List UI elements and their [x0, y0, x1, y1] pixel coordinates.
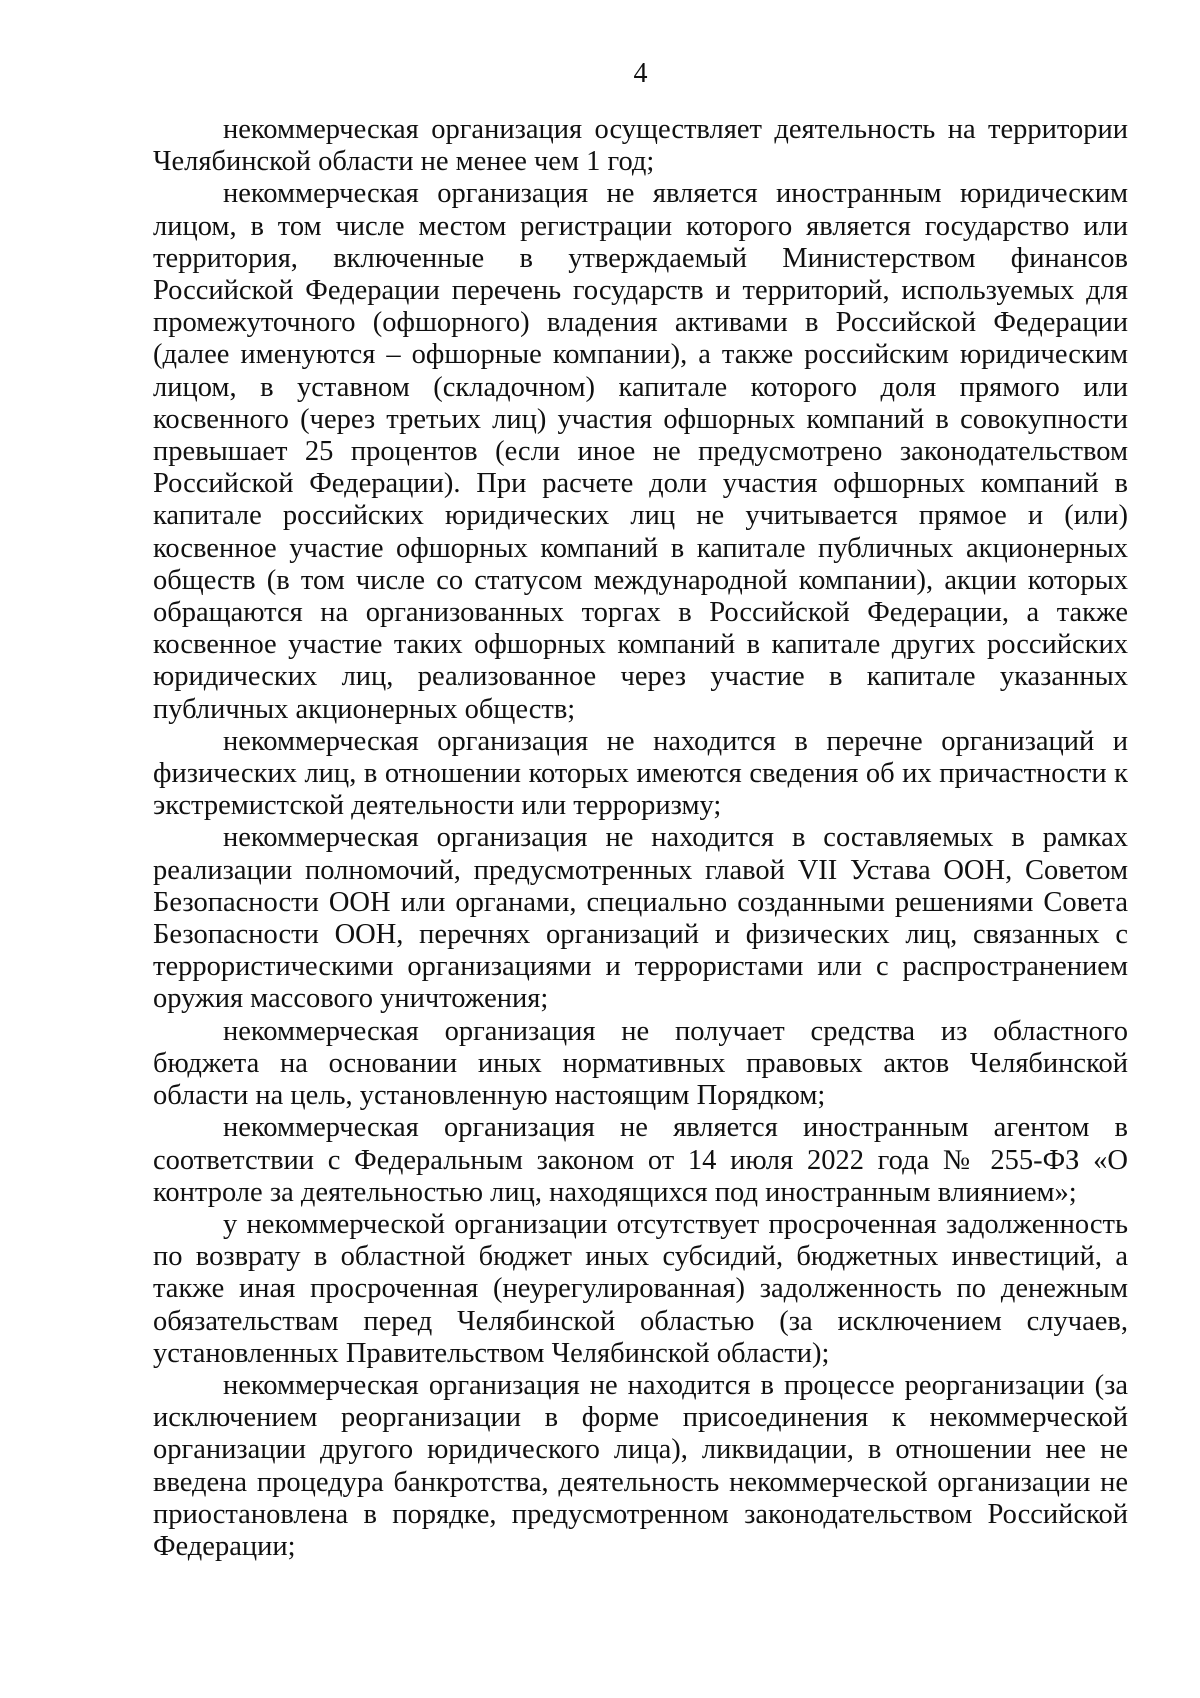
paragraph-overdue-debt: у некоммерческой организации отсутствует просроченная задолженность по возврату в областной бюджет иных субсидий, бюджетных инвестиций, а также иная просроченная (неурегулированная) задолженность по денежным обязательствам перед Челябинской областью (за исключением случаев, установленных Правительством Челябинской области);	[153, 1208, 1128, 1369]
paragraph-no-other-budget-funds: некоммерческая организация не получает средства из областного бюджета на основании иных нормативных правовых актов Челябинской области на цель, установленную настоящим Порядком;	[153, 1015, 1128, 1112]
paragraph-offshore-companies: некоммерческая организация не является иностранным юридическим лицом, в том числе местом регистрации которого является государство или территория, включенные в утверждаемый Министерством финансов Российской Федерации перечень государств и территорий, используемых для промежуточного (офшорного) владения активами в Российской Федерации (далее именуются – офшорные компании), а также российским юридическим лицом, в уставном (складочном) капитале которого доля прямого или косвенного (через третьих лиц) участия офшорных компаний в совокупности превышает 25 процентов (если иное не предусмотрено законодательством Российской Федерации). При расчете доли участия офшорных компаний в капитале российских юридических лиц не учитывается прямое и (или) косвенное участие офшорных компаний в капитале публичных акционерных обществ (в том числе со статусом международной компании), акции которых обращаются на организованных торгах в Российской Федерации, а также косвенное участие таких офшорных компаний в капитале других российских юридических лиц, реализованное через участие в капитале указанных публичных акционерных обществ;	[153, 178, 1128, 725]
page-number: 4	[633, 58, 648, 89]
paragraph-foreign-agent: некоммерческая организация не является иностранным агентом в соответствии с Федеральным законом от 14 июля 2022 года № 255-ФЗ «О контроле за деятельностью лиц, находящихся под иностранным влиянием»;	[153, 1112, 1128, 1208]
paragraph-extremism-list: некоммерческая организация не находится в перечне организаций и физических лиц, в отношении которых имеются сведения об их причастности к экстремистской деятельности или терроризму;	[153, 725, 1128, 822]
paragraph-reorganization-liquidation: некоммерческая организация не находится в процессе реорганизации (за исключением реорганизации в форме присоединения к некоммерческой организации другого юридического лица), ликвидации, в отношении нее не введена процедура банкротства, деятельность некоммерческой организации не приостановлена в порядке, предусмотренном законодательством Российской Федерации;	[153, 1369, 1128, 1562]
paragraph-un-security-council-list: некоммерческая организация не находится в составляемых в рамках реализации полномочий, предусмотренных главой VII Устава ООН, Советом Безопасности ООН или органами, специально созданными решениями Совета Безопасности ООН, перечнях организаций и физических лиц, связанных с террористическими организациями и террористами или с распространением оружия массового уничтожения;	[153, 822, 1128, 1015]
paragraph-activity-duration: некоммерческая организация осуществляет деятельность на территории Челябинской области не менее чем 1 год;	[153, 114, 1128, 178]
document-body	[153, 114, 1128, 1563]
